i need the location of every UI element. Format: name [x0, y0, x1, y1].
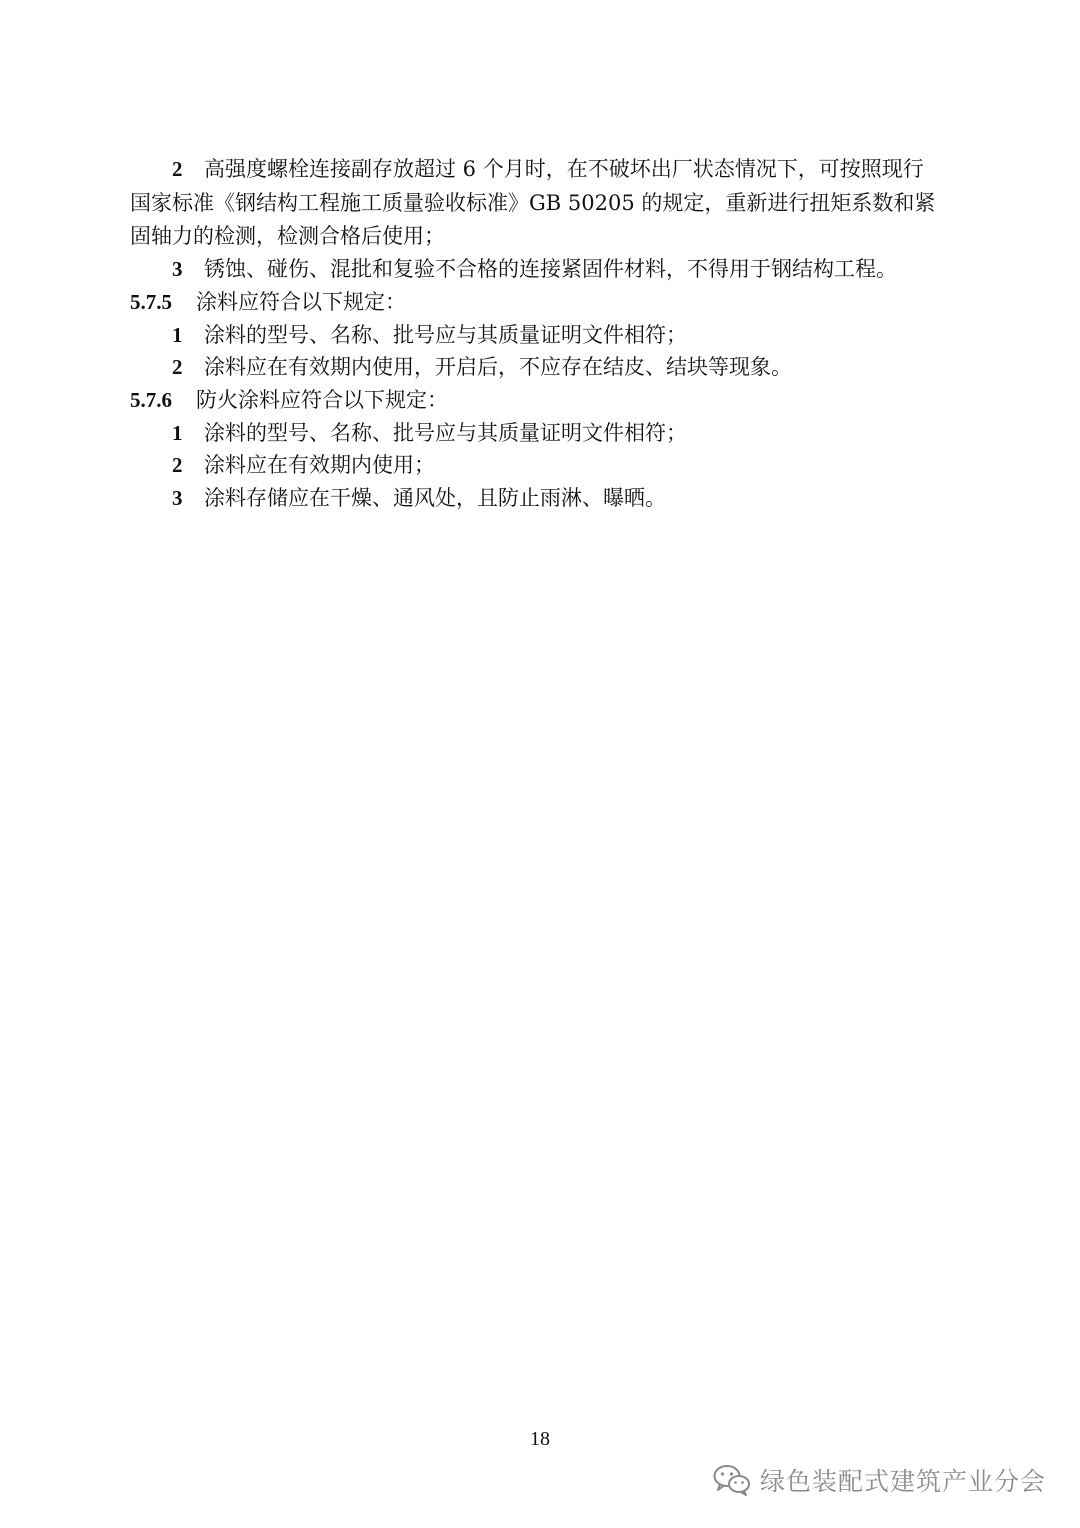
watermark: [712, 1462, 1046, 1498]
item-number: 2: [172, 453, 183, 477]
clause-5-7-5: [130, 287, 406, 317]
clause-text: 涂料应符合以下规定：: [196, 290, 406, 314]
item-text: 固轴力的检测，检测合格后使用；: [130, 224, 445, 248]
clause-number: 5.7.5: [130, 290, 172, 314]
page-number: 18: [530, 1428, 550, 1450]
clause-5-7-6-item-1: [172, 418, 687, 448]
item-number: 3: [172, 486, 183, 510]
clause-5-7-6: [130, 385, 448, 415]
item-3: [172, 254, 897, 284]
item-2-line-2: [130, 188, 935, 218]
item-text: 涂料存储应在干燥、通风处，且防止雨淋、曝晒。: [204, 486, 666, 510]
item-number: 1: [172, 421, 183, 445]
item-text: 涂料的型号、名称、批号应与其质量证明文件相符；: [204, 421, 687, 445]
item-text: 高强度螺栓连接副存放超过 6 个月时，在不破坏出厂状态情况下，可按照现行: [204, 157, 924, 181]
item-2-line-1: [172, 154, 924, 184]
item-number: 2: [172, 157, 183, 181]
clause-text: 防火涂料应符合以下规定：: [196, 388, 448, 412]
item-text: 涂料的型号、名称、批号应与其质量证明文件相符；: [204, 323, 687, 347]
clause-number: 5.7.6: [130, 388, 172, 412]
item-text: 国家标准《钢结构工程施工质量验收标准》GB 50205 的规定，重新进行扭矩系数和紧: [130, 191, 936, 215]
clause-5-7-6-item-2: [172, 450, 435, 480]
item-number: 1: [172, 323, 183, 347]
item-number: 3: [172, 257, 183, 281]
wechat-icon: [712, 1463, 752, 1497]
clause-5-7-5-item-1: [172, 320, 687, 350]
item-text: 涂料应在有效期内使用，开启后，不应存在结皮、结块等现象。: [204, 355, 792, 379]
item-2-line-3: [130, 221, 445, 251]
item-text: 锈蚀、碰伤、混批和复验不合格的连接紧固件材料，不得用于钢结构工程。: [204, 257, 897, 281]
clause-5-7-5-item-2: [172, 352, 792, 382]
watermark-text: 绿色装配式建筑产业分会: [759, 1467, 1046, 1496]
item-text: 涂料应在有效期内使用；: [204, 453, 435, 477]
clause-5-7-6-item-3: [172, 483, 666, 513]
item-number: 2: [172, 355, 183, 379]
